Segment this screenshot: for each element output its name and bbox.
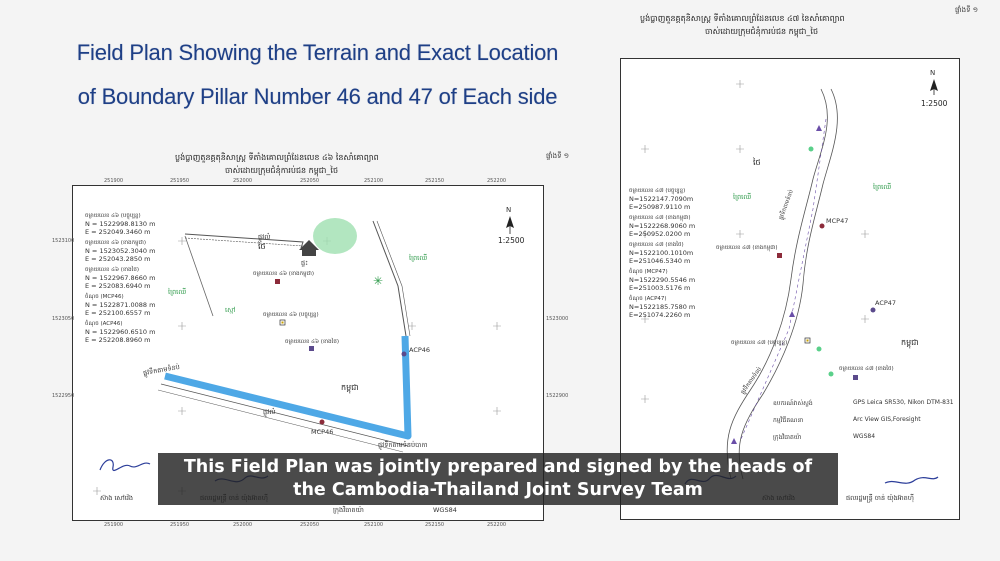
stream-arrow-icon [789,311,795,317]
label-thailand: ថៃ [258,242,266,251]
coord-label: ចម្ងាយលេខ ៤៧ (ខាងថៃ) [629,242,684,248]
pillar-47-thailand-marker [853,375,858,380]
left-y-tick: 1523100 [52,238,75,244]
caption-line-1: This Field Plan was jointly prepared and signed by the heads of [183,457,813,477]
label-pillar-47-thailand: ចម្ងាយលេខ ៤៧ (ខាងថៃ) [839,366,894,372]
road-north [185,234,303,248]
info-value: WGS84 [853,433,876,440]
coord-label: ចំណុច (MCP47) [629,269,668,275]
road-north-parallel [185,238,303,246]
left-x-tick: 252150 [425,178,445,184]
label-grid-value: WGS84 [433,506,457,514]
coord-northing: N = 1522998.8130 m [85,220,156,228]
label-road-2: ផ្លូវលំ [263,408,276,416]
coord-easting: E=251046.5340 m [629,257,691,265]
stream-arrow-icon [816,125,822,131]
mcp46-marker [320,420,325,425]
label-forest-2: ព្រៃឈើ [409,254,428,262]
right-map-title-1: ប្លង់ប្លាញតួនគ្គតុនិសាស្ត្រ ទីតាំងគោលព្រំដែនលេខ ៤៧ នៃសាំគោព្យាព [640,14,845,23]
right-map-page-number: ផ្ទាំងទី ១ [955,6,979,14]
label-pillar-46-thailand: ចម្ងាយលេខ ៤៦ (ខាងថៃ) [285,339,339,345]
left-x-tick: 252100 [364,178,384,184]
info-value: Arc View GIS,Foresight [853,416,921,423]
coord-easting: E = 252100.6557 m [85,309,151,317]
left-x-tick: 251900 [104,178,124,184]
left-x-tick: 252200 [487,178,507,184]
coord-easting: E=250952.0200 m [629,230,691,238]
coord-northing: N=1522290.5546 m [629,276,696,284]
left-map-title-1: ប្លង់ប្លាញតួនគ្គតុនិសាស្ត្រ ទីតាំងគោលព្រំដែនលេខ ៤៦ នៃសាំគោព្យាព [175,153,379,162]
page-heading-line2: of Boundary Pillar Number 46 and 47 of Each side [77,84,558,109]
coord-easting: E = 252208.8960 m [85,336,151,344]
coord-label: ចំណុច (MCP46) [85,294,124,300]
left-coordinates-block [85,212,200,344]
coord-northing: N = 1522967.8660 m [85,274,156,282]
left-bottom-tick: 252000 [233,522,253,528]
stream-arrow-icon [731,438,737,444]
label-stream-2: ផ្លូវទឹកតាមទំនប់ [740,366,764,396]
tree-icon: ✳ [373,274,384,288]
pillar-46-cambodia-marker [275,279,280,284]
label-house: ផ្ទះ [301,259,308,267]
left-bottom-tick: 252050 [300,522,320,528]
label-acp46: ACP46 [409,346,431,354]
coord-northing: N=1522185.7580 m [629,303,696,311]
right-signatory-2: ផលរដ្ឋមន្ត្រី ចាន់ យ៉ុងអ៊ាតហ៊ី [846,494,914,502]
coord-northing: N = 1523052.3040 m [85,247,156,255]
label-road-4: ផ្លូវទឹកតាមទំនប់បាកា [378,441,428,449]
coord-label: ចម្ងាយលេខ ៤៧ (បច្ចុប្បន្ន) [629,188,686,194]
acp47-marker [871,308,876,313]
coord-northing: N = 1522871.0088 m [85,301,156,309]
info-key: កម្មវិធីគណនា [773,417,804,424]
coord-label: ចម្ងាយលេខ ៤៦ (ខាងកម្ពុជា) [85,240,146,246]
label-forest-2: ព្រៃឈើ [873,183,892,191]
label-mcp47: MCP47 [826,217,849,225]
left-y-tick: 1523050 [52,316,75,322]
left-bottom-tick: 252150 [425,522,445,528]
acp46-marker [402,352,407,357]
coord-easting: E = 252049.3460 m [85,228,151,236]
left-x-tick: 252000 [233,178,253,184]
coord-easting: E=251003.5176 m [629,284,691,292]
right-scale: 1:2500 [921,99,948,108]
left-x-tick: 251950 [170,178,190,184]
label-pillar-46-cambodia: ចម្ងាយលេខ ៤៦ (ខាងកម្ពុជា) [253,271,314,277]
coord-label: ចម្ងាយលេខ ៤៦ (បច្ចុប្បន្ន) [85,213,141,219]
left-scale: 1:2500 [498,236,525,245]
video-caption [158,453,838,505]
left-map-page-number: ផ្ទាំងទី ១ [546,152,570,160]
label-road-3: ផ្លូវទឹកតាមទំនប់ [142,362,181,378]
label-forest: ព្រៃឈើ [733,193,752,201]
right-north-label: N [930,69,936,77]
info-value: GPS Leica SR530, Nikon DTM-831 [853,399,954,406]
left-y-tick: 1522950 [52,393,75,399]
coord-northing: N=1522268.9060 m [629,222,696,230]
label-pillar-47-current: ចម្ងាយលេខ ៤៧ (បច្ចុប្បន្ន) [731,340,788,346]
label-mcp46: MCP46 [311,428,334,436]
left-signatory-1: ស៊ាង សៅវ៉េង [100,494,134,502]
caption-line-2: the Cambodia-Thailand Joint Survey Team [293,480,703,500]
label-forest: ព្រៃឈើ [168,288,187,296]
label-cambodia: កម្ពុជា [901,338,919,347]
left-bottom-tick: 252200 [487,522,507,528]
coord-label: ចំណុច (ACP46) [85,321,123,327]
label-pillar-46-current: ចម្ងាយលេខ ៤៦ (បច្ចុប្បន្ន) [263,312,319,318]
label-pillar-47-cambodia: ចម្ងាយលេខ ៤៧ (ខាងកម្ពុជា) [716,245,778,251]
left-bottom-tick: 251900 [104,522,124,528]
info-key: ក្រុងវិធាតយ៉ា [773,434,802,441]
green-dot [817,347,822,352]
canal-boundary [165,336,408,436]
label-grass: ស្មៅ [225,306,236,314]
label-stream: ផ្លូវទឹកតាមទំនប់ [778,189,795,221]
coord-label: ចំណុច (ACP47) [629,296,667,302]
label-road-1: ផ្លូវលំ [258,233,271,241]
left-x-tick: 252050 [300,178,320,184]
coord-label: ចម្ងាយលេខ ៤៦ (ខាងថៃ) [85,267,139,273]
coord-northing: N = 1522960.6510 m [85,328,156,336]
left-north-label: N [506,206,512,214]
coord-northing: N=1522100.1010m [629,249,694,257]
left-y-tick: 1523000 [546,316,569,322]
coord-easting: E = 252083.6940 m [85,282,151,290]
forest-area [313,218,357,254]
right-field-plan-map [620,58,960,520]
green-dot [829,372,834,377]
coord-label: ចម្ងាយលេខ ៤៧ (ខាងកម្ពុជា) [629,215,691,221]
left-bottom-tick: 252100 [364,522,384,528]
label-acp47: ACP47 [875,299,897,307]
left-y-tick: 1522900 [546,393,569,399]
label-grid-system: ក្រុងវិធាតយ៉ា [333,506,364,514]
label-cambodia: កម្ពុជា [341,383,359,392]
left-map-title-2: ចាស់ដោយក្រុមជំនុំការប់ជន កម្ពុជា_ថៃ [225,166,339,175]
page-heading-line1: Field Plan Showing the Terrain and Exact Location [76,40,559,65]
green-dot [809,147,814,152]
right-coordinates-block [629,187,739,319]
pillar-46-thailand-marker [309,346,314,351]
coord-easting: E = 252043.2850 m [85,255,151,263]
coord-easting: E=250987.9110 m [629,203,691,211]
left-signature-1 [95,452,155,482]
coord-easting: E=251074.2260 m [629,311,691,319]
info-key: ឧបករណ៍វាស់ស្ទង់ [773,400,813,407]
right-map-title-2: ចាស់ដោយក្រុមជំនុំការប់ជន កម្ពុជា_ថៃ [705,27,819,36]
pillar-47-cambodia-marker [777,253,782,258]
coord-northing: N=1522147.7090m [629,195,694,203]
mcp47-marker [820,224,825,229]
label-thailand: ថៃ [753,158,761,167]
left-bottom-tick: 251950 [170,522,190,528]
